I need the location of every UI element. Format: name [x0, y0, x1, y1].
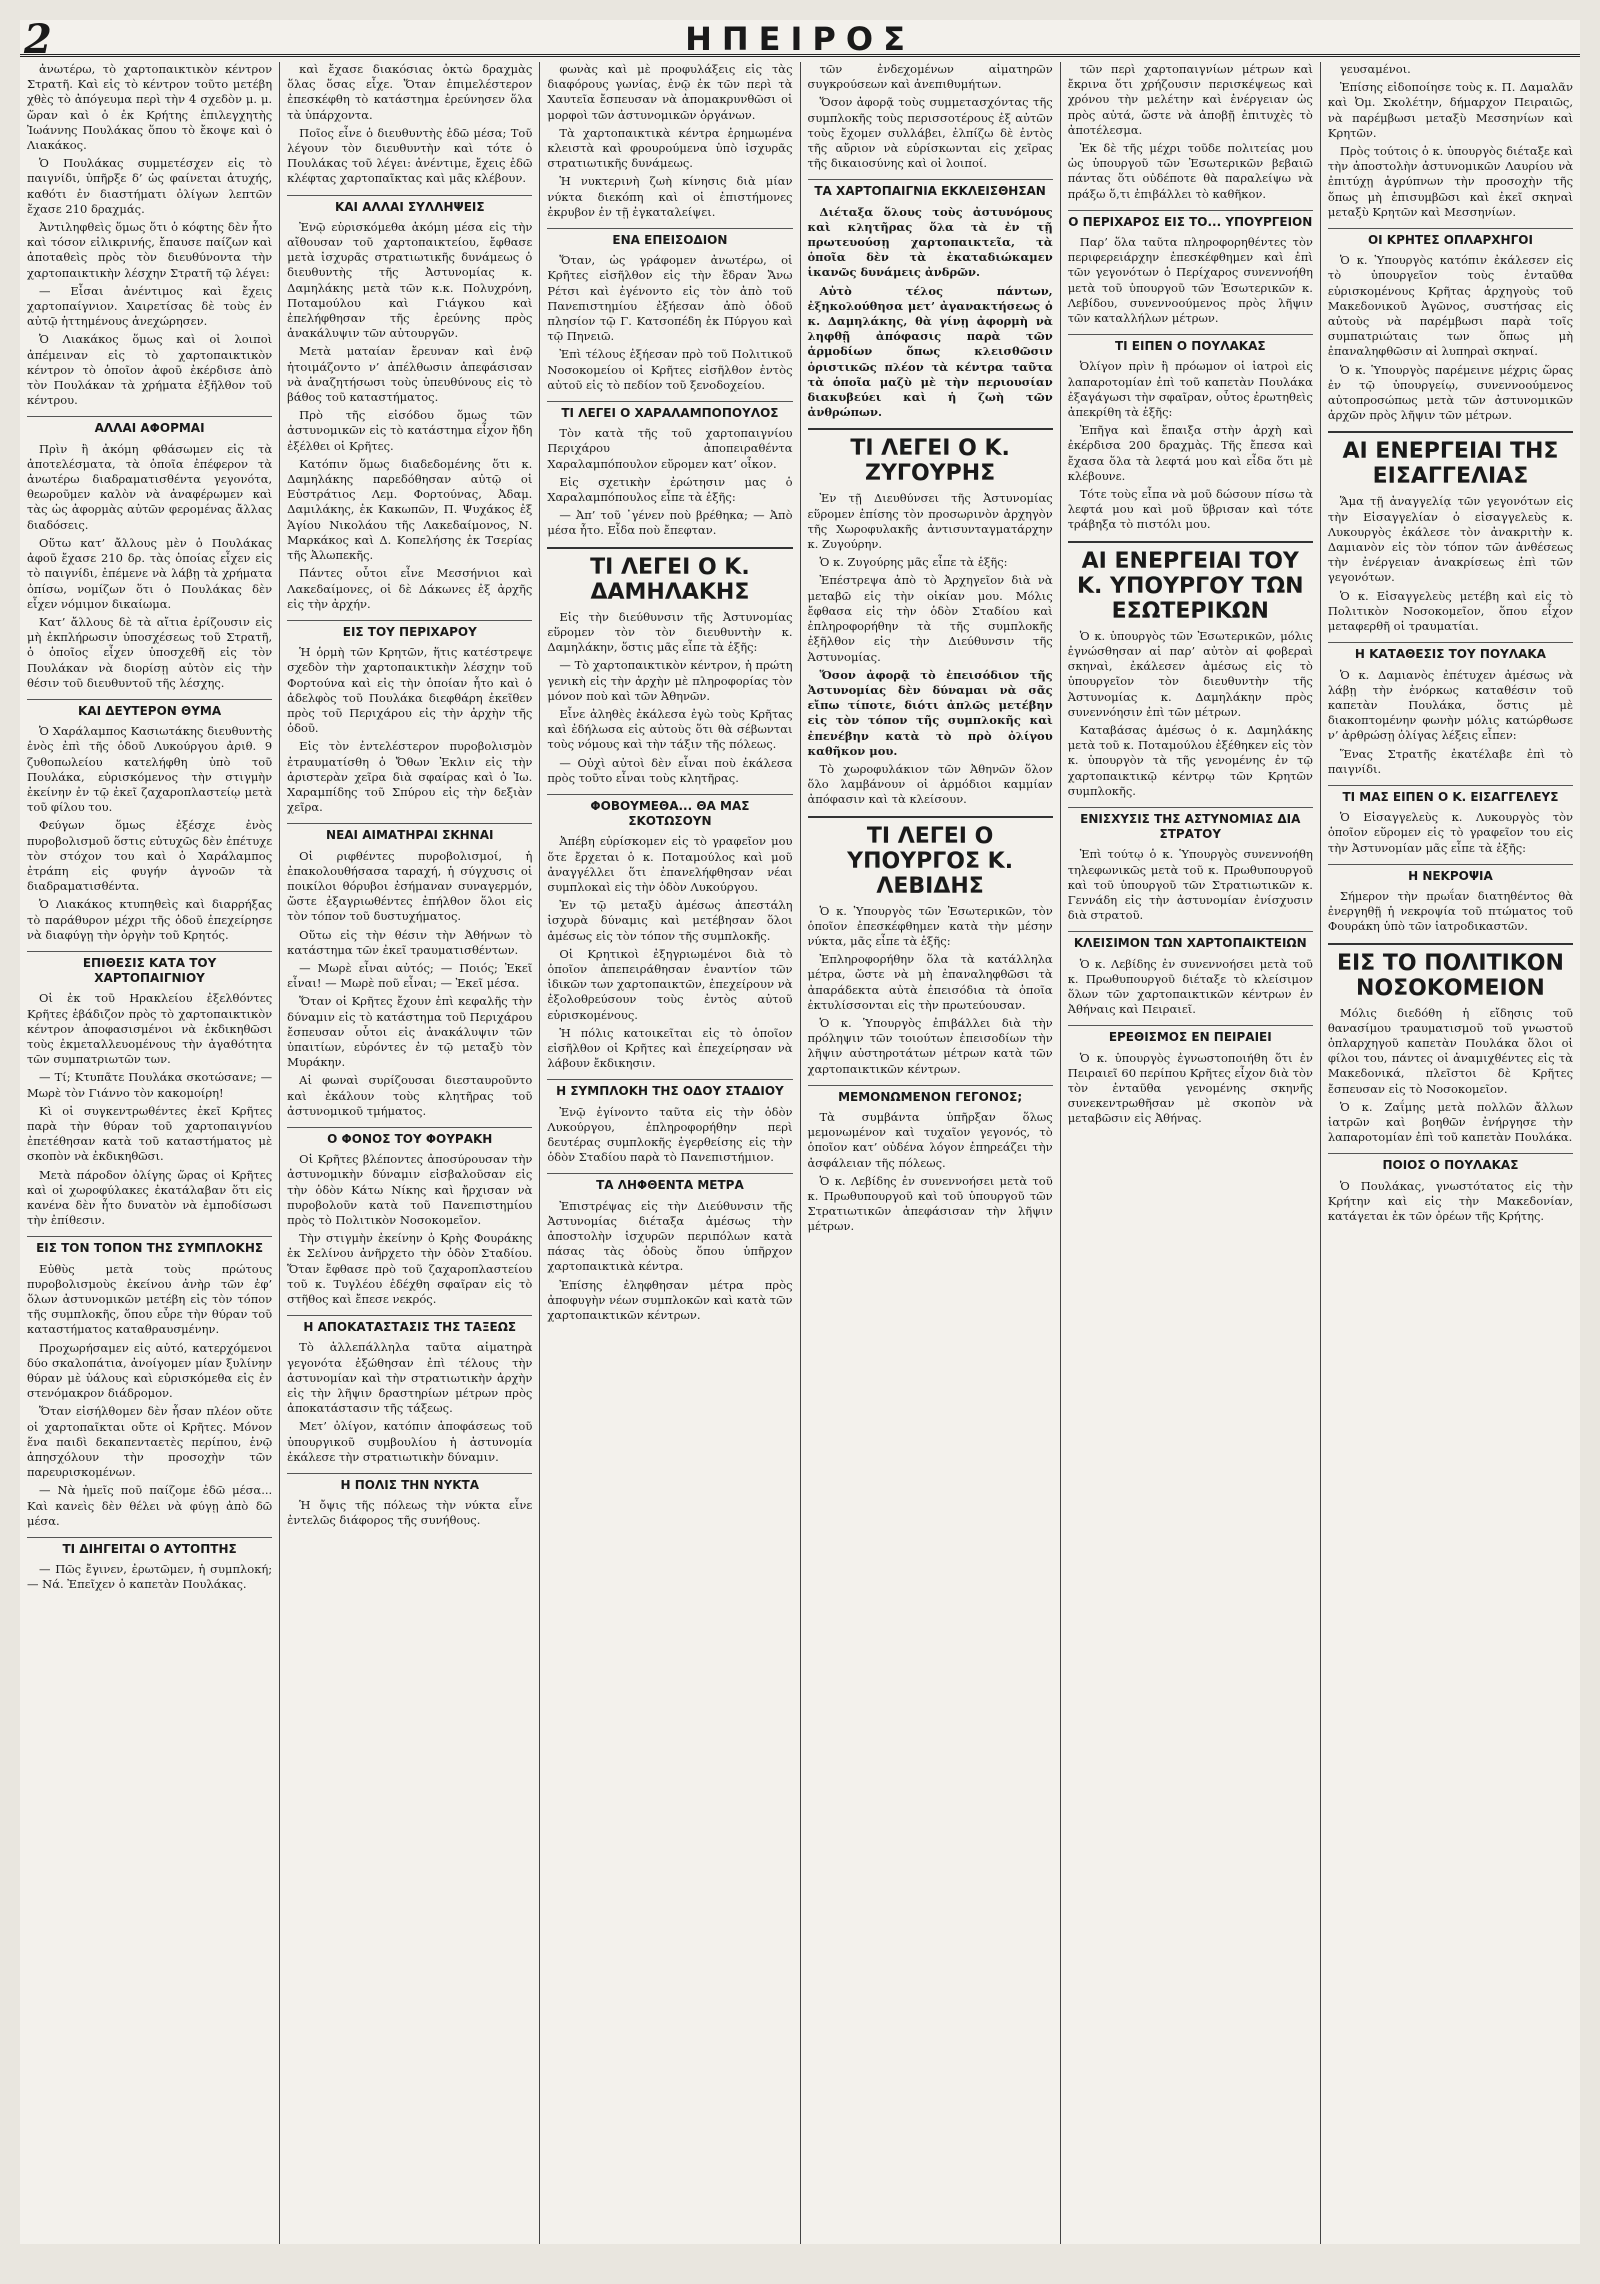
- section-heading: ΑΙ ΕΝΕΡΓΕΙΑΙ ΤΗΣ ΕΙΣΑΓΓΕΛΙΑΣ: [1328, 431, 1573, 489]
- section-heading: Η ΝΕΚΡΟΨΙΑ: [1328, 864, 1573, 884]
- section-heading: ΑΙ ΕΝΕΡΓΕΙΑΙ ΤΟΥ Κ. ΥΠΟΥΡΓΟΥ ΤΩΝ ΕΣΩΤΕΡΙΚΩΝ: [1068, 541, 1313, 624]
- article-paragraph: Ὁ κ. Δαμιανὸς ἐπέτυχεν ἀμέσως νὰ λάβῃ τὴν ἐνόρκως καταθέσιν τοῦ καπετὰν Πουλάκα, ὅστις μὲ διακοπτομένην φωνὴν μόλις κατώρθωσε ν’ ἀρθρώσῃ ὀλίγας λέξεις εἶπεν:: [1327, 667, 1574, 743]
- article-paragraph: Αἱ φωναὶ συρίζουσαι διεσταυροῦντο καὶ ἐκάλουν τοὺς κλητῆρας τοῦ ἀστυνομικοῦ τμήματος.: [287, 1073, 533, 1118]
- article-paragraph: Ὁ Λιακάκος ὅμως καὶ οἱ λοιποὶ ἀπέμειναν εἰς τὸ χαρτοπαικτικὸν κέντρον τὸ ὁποῖον ἀφοῦ ἐκέρδισε ἀπὸ τὸν Πουλάκαν τὰ χρήματα ἐξῆλθον τοῦ κέντρου.: [27, 332, 273, 408]
- section-heading: Η ΚΑΤΑΘΕΣΙΣ ΤΟΥ ΠΟΥΛΑΚΑ: [1328, 642, 1573, 662]
- article-paragraph: Ἕνας Στρατῆς ἐκατέλαβε ἐπὶ τὸ παιγνίδι.: [1327, 746, 1574, 776]
- article-paragraph: Ὅσον ἀφορᾷ τὸ ἐπεισόδιον τῆς Ἀστυνομίας δὲν δύναμαι νὰ σᾶς εἴπω τίποτε, διότι ἀπλῶς μετέβην εἰς τὸν τόπον τῆς συμπλοκῆς καὶ ἐπενέβην κατὰ τὸ πρὸ ὀλίγου καθῆκον μου.: [807, 667, 1053, 758]
- section-heading: ΟΙ ΚΡΗΤΕΣ ΟΠΛΑΡΧΗΓΟΙ: [1328, 228, 1573, 248]
- section-heading: Η ΠΟΛΙΣ ΤΗΝ ΝΥΚΤΑ: [287, 1473, 532, 1493]
- section-heading: ΚΑΙ ΔΕΥΤΕΡΟΝ ΘΥΜΑ: [27, 699, 272, 719]
- article-paragraph: γευσαμένοι.: [1339, 62, 1411, 76]
- article-paragraph: Ἐν τῷ μεταξὺ ἀμέσως ἀπεστάλη ἰσχυρὰ δύναμις καὶ μετέβησαν ὅλοι ἀμέσως εἰς τὸν τόπον τῆς συμπλοκῆς.: [547, 898, 793, 943]
- section-heading: ΤΑ ΧΑΡΤΟΠΑΙΓΝΙΑ ΕΚΚΛΕΙΣΘΗΣΑΝ: [808, 179, 1053, 199]
- article-paragraph: Προχωρήσαμεν εἰς αὐτό, κατερχόμενοι δύο σκαλοπάτια, ἀνοίγομεν μίαν ξυλίνην θύραν μὲ ὑάλους καὶ εὑρισκόμεθα εἰς ἐν στενόμακρον διάδρομον.: [27, 1340, 273, 1401]
- section-heading: ΕΝΑ ΕΠΕΙΣΟΔΙΟΝ: [547, 228, 792, 248]
- article-paragraph: Μετ’ ὀλίγον, κατόπιν ἀποφάσεως τοῦ ὑπουργικοῦ συμβουλίου ἡ ἀστυνομία ἐκάλεσε τὴν στρατιωτικὴν δύναμιν.: [287, 1419, 533, 1464]
- article-paragraph: Αὐτὸ τέλος πάντων, ἐξηκολούθησα μετ’ ἀγανακτήσεως ὁ κ. Δαμηλάκης, θὰ γίνῃ ἀφορμὴ νὰ ληφθῇ ἀπόφασις παρὰ τῶν ἁρμοδίων ὅπως κλεισθῶσιν ὁριστικῶς πλέον τὰ κέντρα ταῦτα τὰ ὁποῖα μαζὺ μὲ τὴν περιουσίαν διακυβεύει καὶ ἡ ζωὴ τῶν ἀνθρώπων.: [807, 283, 1053, 420]
- article-paragraph: Ὀλίγον πρὶν ἢ πρόωμον οἱ ἰατροὶ εἰς λαπαροτομίαν ἐπὶ τοῦ καπετὰν Πουλάκα ἐξαγάγωσι τὴν σφαῖραν, οὗτος ἐρωτηθεὶς ἀπεκρίθη τὰ ἑξῆς:: [1067, 359, 1313, 420]
- page-number: 2: [24, 20, 52, 63]
- section-heading: ΚΛΕΙΣΙΜΟΝ ΤΩΝ ΧΑΡΤΟΠΑΙΚΤΕΙΩΝ: [1068, 931, 1313, 951]
- section-heading: ΤΙ ΕΙΠΕΝ Ο ΠΟΥΛΑΚΑΣ: [1068, 334, 1313, 354]
- article-paragraph: Τὴν στιγμὴν ἐκείνην ὁ Κρὴς Φουράκης ἐκ Σελίνου ἀνῆρχετο τὴν ὁδὸν Σταδίου. Ὅταν ἔφθασε πρὸ τοῦ ζαχαροπλαστείου τοῦ κ. Τυγλέου ἐδέχθη σφαῖραν εἰς τὸ στῆθος καὶ ἔπεσε νεκρός.: [287, 1231, 533, 1307]
- article-paragraph: Ὁ κ. Λεβίδης ἐν συνεννοήσει μετὰ τοῦ κ. Πρωθυπουργοῦ καὶ τοῦ ὑπουργοῦ τῶν Στρατιωτικῶν ἀπεφάσισαν τὴν λῆψιν μέτρων.: [807, 1173, 1053, 1234]
- article-paragraph: Τὸ ἀλλεπάλληλα ταῦτα αἱματηρὰ γεγονότα ἐξώθησαν ἐπὶ τέλους τὴν ἀστυνομίαν καὶ τὴν στρατιωτικὴν ἀρχὴν εἰς τὴν λῆψιν δραστηρίων μέτρων πρὸς ἀποκατάστασιν τῆς τάξεως.: [287, 1340, 533, 1416]
- article-paragraph: Ὁ κ. Ὑπουργὸς κατόπιν ἐκάλεσεν εἰς τὸ ὑπουργεῖον τοὺς ἐνταῦθα εὑρισκομένους Κρῆτας ἀρχηγοὺς τοῦ Μακεδονικοῦ Ἀγῶνος, συστήσας εἰς αὐτοὺς νὰ παρέμβωσι παρὰ τοῖς συμπατριώταις των ὅπως μὴ ἐπαναληφθῶσιν αἱ λυπηραὶ σκηναί.: [1327, 253, 1574, 359]
- article-paragraph: Ἐπίσης ἐληφθησαν μέτρα πρὸς ἀποφυγὴν νέων συμπλοκῶν καὶ κατὰ τῶν χαρτοπαικτικῶν κέντρων.: [547, 1277, 793, 1323]
- article-paragraph: Σήμερον τὴν πρωΐαν διατηθέντος θὰ ἐνεργηθῇ ἡ νεκροψία τοῦ πτώματος τοῦ Φουράκη ὑπὸ τῶν ἰατροδικαστῶν.: [1327, 888, 1574, 934]
- article-paragraph: φωνὰς καὶ μὲ προφυλάξεις εἰς τὰς διαφόρους γωνίας, ἐνῷ ἐκ τῶν περὶ τὰ Χαυτεῖα ἔσπευσαν νὰ ἀπομακρυνθῶσι οἱ μορφοὶ τῶν ἀστυνομικῶν ὀργάνων.: [547, 62, 793, 122]
- section-heading: ΤΙ ΜΑΣ ΕΙΠΕΝ Ο Κ. ΕΙΣΑΓΓΕΛΕΥΣ: [1328, 785, 1573, 805]
- article-paragraph: Ὁ Χαράλαμπος Κασιωτάκης διευθυντὴς ἑνὸς ἐπὶ τῆς ὁδοῦ Λυκούργου ἀριθ. 9 ζυθοπωλείου κατελήφθη ὑπὸ τοῦ Πουλάκα, εὑρισκόμενος τὴν στιγμὴν ἐκείνην ἐν τῷ ἐκεῖ ζαχαροπλαστείῳ μετὰ τοῦ φίλου του.: [27, 724, 273, 815]
- article-paragraph: Καταβάσας ἀμέσως ὁ κ. Δαμηλάκης μετὰ τοῦ κ. Ποταμούλου ἐξέθηκεν εἰς τὸν κ. ὑπουργὸν τὰ τῆς γενομένης ἐν τῷ χαρτοπαικτικῷ κέντρῳ τῶν Κρητῶν συμπλοκῆς.: [1067, 722, 1313, 798]
- article-paragraph: Ὁ κ. Ὑπουργὸς ἐπιβάλλει διὰ τὴν πρόληψιν τῶν τοιούτων ἐπεισοδίων τὴν λῆψιν αὐστηροτάτων μέτρων κατὰ τῶν χαρτοπαικτικῶν κέντρων.: [807, 1015, 1053, 1076]
- article-paragraph: — Ἀπ’ τοῦ ᾽γένεν ποὺ βρέθηκα; — Ἀπὸ μέσα ἦτο. Εἶδα ποὺ ἔπεφταν.: [547, 508, 793, 538]
- column-1: [20, 62, 280, 2244]
- article-paragraph: Ὁ κ. ὑπουργὸς τῶν Ἐσωτερικῶν, μόλις ἐγνώσθησαν αἱ παρ’ αὐτὸν αἱ φοβεραὶ σκηναὶ, ἐκάλεσεν ἀμέσως εἰς τὸ ὑπουργεῖον τὸν διευθυντὴν τῆς Ἀστυνομίας κ. Δαμηλάκην πρὸς συνεννόησιν ἐπὶ τῶν μέτρων.: [1067, 628, 1313, 719]
- article-paragraph: Εἰς σχετικὴν ἐρώτησιν μας ὁ Χαραλαμπόπουλος εἶπε τὰ ἑξῆς:: [547, 474, 793, 505]
- column-5: [1061, 62, 1321, 2244]
- article-paragraph: Εἶνε ἀληθὲς ἐκάλεσα ἐγὼ τοὺς Κρῆτας καὶ ἐδήλωσα εἰς αὐτοὺς ὅτι θὰ σέβωνται τοὺς νόμους καὶ τὴν τάξιν τῆς πόλεως.: [547, 706, 793, 752]
- article-paragraph: Μετὰ ματαίαν ἔρευναν καὶ ἐνῷ ἡτοιμάζοντο ν’ ἀπέλθωσιν ἀπεφάσισαν νὰ ἀναζητήσωσι τοὺς ὑπευθύνους εἰς τὸ βάθος τοῦ καταστήματος.: [287, 344, 533, 405]
- article-paragraph: Ὅταν οἱ Κρῆτες ἔχουν ἐπὶ κεφαλῆς τὴν δύναμιν εἰς τὸ κατάστημα τοῦ Περιχάρου ἔσπευσαν οὗτοι εἰς ἀνακάλυψιν τῶν ὑπαιτίων, εὑρόντες ἐν τῷ μεταξὺ τὸν Μυράκην.: [287, 994, 533, 1070]
- article-paragraph: Κατόπιν ὅμως διαδεδομένης ὅτι κ. Δαμηλάκης παρεδόθησαν αὐτῷ οἱ Εὐστράτιος Λεμ. Φορτούνας, Ἀδαμ. Δαμιλάκης, ἐκ Κακωπῶν, Π. Ψυχάκος ἐξ Ἁγίου Νικολάου τῆς Λακεδαίμονος, Ν. Μαρκάκος καὶ Δ. Κοπελήσης ἐκ Τσερίας τῆς Ἀλωπεκῆς.: [287, 456, 533, 563]
- article-paragraph: — Τί; Κτυπᾶτε Πουλάκα σκοτώσανε; — Μωρὲ τὸν Γιάννο τὸν κακομοίρη!: [27, 1070, 273, 1100]
- article-paragraph: Κὶ οἱ συγκεντρωθέντες ἐκεῖ Κρῆτες παρὰ τὴν θύραν τοῦ χαρτοπαιγνίου ἐπετέθησαν κατὰ τοῦ καταστήματος μὲ σκοπὸν νὰ ἐκδικηθῶσι.: [27, 1103, 273, 1164]
- article-paragraph: Τὸ χωροφυλάκιον τῶν Ἀθηνῶν ὅλον ὅλο λαμβάνουν οἱ ἀρμόδιοι καμμίαν ἀπόφασιν καὶ τὰ κλείσουν.: [807, 761, 1053, 807]
- article-paragraph: Ὅταν, ὡς γράφομεν ἀνωτέρω, οἱ Κρῆτες εἰσῆλθον εἰς τὴν ἔδραν Ἄνω Ρέτσι καὶ ἐγένοντο εἰς τὸν ἀπὸ τοῦ Πανεπιστημίου ἐξήεσαν ἀπὸ ὁδοῦ πλησίον τῷ Γ. Κατσοπέδη ἐκ Πύργου καὶ τῷ Πηνειῶ.: [547, 253, 793, 344]
- article-paragraph: Ἐπῆγα καὶ ἔπαιξα στὴν ἀρχὴ καὶ ἐκέρδισα 200 δραχμὰς. Τῆς ἔπεσα καὶ ἔχασα ὅλα τὰ λεφτά μου καὶ εἶδα ὅτι μὲ κλέβουνε.: [1067, 423, 1313, 483]
- article-paragraph: Ὁ κ. Ὑπουργὸς παρέμεινε μέχρις ὥρας ἐν τῷ ὑπουργείῳ, συνεννοούμενος αὐτοπροσώπως μετὰ τῶν ἀστυνομικῶν ἀρχῶν πρὸς λῆψιν τῶν μέτρων.: [1327, 362, 1574, 423]
- article-paragraph: Ὁ κ. ὑπουργὸς ἐγνωστοποιήθη ὅτι ἐν Πειραιεῖ 60 περίπου Κρῆτες εἶχον διὰ τὸν τὸν ἐνταῦθα γενομένης σκηνῆς συνεκεντρωθῆσαν μὲ σκοπὸν νὰ μεταβῶσιν εἰς Ἀθήνας.: [1067, 1050, 1313, 1126]
- article-paragraph: Τὸν κατὰ τῆς τοῦ χαρτοπαιγνίου Περιχάρου ἀποπειραθέντα Χαραλαμπόπουλον εὕρομεν κατ’ οἶκον.: [547, 426, 793, 471]
- section-heading: ΕΙΣ ΤΟΥ ΠΕΡΙΧΑΡΟΥ: [287, 620, 532, 640]
- article-paragraph: Ἡ νυκτερινὴ ζωὴ κίνησις διὰ μίαν νύκτα διεκόπη καὶ οἱ ἐπιστήμονες ἐκρυβον ἐν τῇ ἐγκαταλείψει.: [547, 174, 793, 219]
- article-paragraph: — Πῶς ἔγινεν, ἐρωτῶμεν, ἡ συμπλοκή; — Νά. Ἐπεῖχεν ὁ καπετὰν Πουλάκας.: [27, 1562, 273, 1592]
- article-paragraph: Φεύγων ὅμως ἐξέσχε ἐνὸς πυροβολισμοῦ ὅστις εὐτυχῶς δὲν ἐπέτυχε τὸν στόχον του καὶ ὁ Χαράλαμπος ἐτράπη εἰς φυγήν ἀγνοῶν τὰ διαδραματισθέντα.: [27, 818, 273, 894]
- article-paragraph: Ἐπὶ τούτῳ ὁ κ. Ὑπουργὸς συνεννοήθη τηλεφωνικῶς μετὰ τοῦ κ. Πρωθυπουργοῦ καὶ τοῦ ὑπουργοῦ τῶν Στρατιωτικῶν κ. Γεννάδη εἰς τὴν ἀστυνομίαν ἐνίσχυσιν διὰ στρατοῦ.: [1067, 847, 1313, 923]
- article-paragraph: Ἡ πόλις κατοικεῖται εἰς τὸ ὁποῖον εἰσῆλθον οἱ Κρῆτες καὶ ἐπεχείρησαν νὰ λάβουν ἔκδικησιν.: [547, 1025, 793, 1071]
- section-heading: ΚΑΙ ΑΛΛΑΙ ΣΥΛΛΗΨΕΙΣ: [287, 195, 532, 215]
- article-paragraph: Ἀπέβη εὑρίσκομεν εἰς τὸ γραφεῖον μου ὅτε ἔρχεται ὁ κ. Ποταμούλος καὶ μοῦ ἀναγγέλλει ὅτι ἐπανελήφθησαν νέαι συμπλοκαὶ εἰς τὴν ὁδὸν Λυκούργου.: [547, 834, 793, 894]
- article-paragraph: Πάντες οὗτοι εἶνε Μεσσήνιοι καὶ Λακεδαίμονες, οἱ δὲ Δάκωνες ἐξ ἀρχῆς εἰς τὴν ἀρχήν.: [287, 566, 533, 611]
- section-heading: ΕΙΣ ΤΟ ΠΟΛΙΤΙΚΟΝ ΝΟΣΟΚΟΜΕΙΟΝ: [1328, 943, 1573, 1001]
- article-paragraph: Μετὰ πάροδον ὀλίγης ὥρας οἱ Κρῆτες καὶ οἱ χωροφύλακες ἐκατάλαβαν ὅτι εἰς κανένα δὲν ἦτο δυνατὸν νὰ ἐμποδίσωσι τὴν ἐπίθεσιν.: [27, 1167, 273, 1228]
- article-paragraph: Οἱ Κρητικοὶ ἐξηγριωμένοι διὰ τὸ ὁποῖον ἀπεπειράθησαν ἐναντίον τῶν ἰδικῶν των χαρτοπαικτῶν, ἐπεχείρουν νὰ ἐξολοθρεύσουν τοὺς ἐντὸς αὐτοῦ εὑρισκομένους.: [547, 946, 793, 1022]
- article-paragraph: καὶ ἔχασε διακόσιας ὀκτὼ δραχμὰς ὅλας ὅσας εἶχε. Ὅταν ἐπιμελέστερον ἐπεσκέφθη τὸ κατάστημα ἐρεύνησεν ὅλα τὰ ὑπάρχοντα.: [287, 62, 533, 122]
- section-heading: ΤΙ ΛΕΓΕΙ Ο Κ. ΖΥΓΟΥΡΗΣ: [808, 428, 1053, 486]
- column-2: [280, 62, 540, 2244]
- article-paragraph: Οἱ ἐκ τοῦ Ηρακλείου ἐξελθόντες Κρῆτες ἐβάδιζον πρὸς τὸ χαρτοπαικτικὸν κέντρον ἀποφασισμένοι νὰ ἐκδικηθῶσι τοὺς ἐκμεταλλευομένους τὴν ἀγαθότητα τῶν συμπατριωτῶν των.: [27, 991, 273, 1067]
- article-paragraph: Οὕτω εἰς τὴν θέσιν τὴν Ἀθήνων τὸ κατάστημα τῶν ἐκεῖ τραυματισθέντων.: [287, 927, 533, 957]
- section-heading: ΕΙΣ ΤΟΝ ΤΟΠΟΝ ΤΗΣ ΣΥΜΠΛΟΚΗΣ: [27, 1236, 272, 1256]
- article-paragraph: Ὁ κ. Λεβίδης ἐν συνεννοήσει μετὰ τοῦ κ. Πρωθυπουργοῦ διέταξε τὸ κλείσιμον ὅλων τῶν χαρτοπαικτικῶν κέντρων ἐν Ἀθήναις καὶ Πειραιεῖ.: [1067, 956, 1313, 1017]
- article-paragraph: — Τὸ χαρτοπαικτικὸν κέντρον, ἡ πρώτη γενικὴ εἰς τὴν ἀρχὴν μὲ πληροφορίας τὸν μόνον ποὺ καὶ τῶν Ἀθηνῶν.: [547, 658, 793, 703]
- article-paragraph: Ἐπίσης εἰδοποίησε τοὺς κ. Π. Δαμαλᾶν καὶ Ὀμ. Σκολέτην, δήμαρχον Πειραιῶς, νὰ παρέμβωσι μεταξὺ Μεσσηνίων καὶ Κρητῶν.: [1327, 80, 1574, 140]
- article-paragraph: Εἰς τὴν διεύθυνσιν τῆς Ἀστυνομίας εὕρομεν τὸν τὸν διευθυντὴν κ. Δαμηλάκην, ὅστις μᾶς εἶπε τὰ ἑξῆς:: [547, 609, 793, 655]
- article-paragraph: Ὁ κ. Ζαΐμης μετὰ πολλῶν ἄλλων ἰατρῶν καὶ βοηθῶν ἐνήργησε τὴν λαπαροτομίαν ἐπὶ τοῦ καπετὰν Πουλάκα.: [1327, 1099, 1574, 1145]
- article-paragraph: Οἱ ριφθέντες πυροβολισμοί, ἡ ἐπακολουθήσασα ταραχή, ἡ σύγχυσις οἱ ποικίλοι θόρυβοι ἐσήμαναν συναγερμόν, ὥστε ἐξαγριωθέντες ἐπήλθον ὅλοι εἰς τὸν τόπον τοῦ δυστυχήματος.: [287, 848, 533, 924]
- article-paragraph: Ἐκ δὲ τῆς μέχρι τοῦδε πολιτείας μου ὡς ὑπουργοῦ τῶν Ἐσωτερικῶν βεβαιῶ πάντας ὅτι οὐδέποτε θὰ παραλείψω νὰ πράξω ὅ,τι ἐπιβάλλει τὸ καθῆκον.: [1067, 141, 1313, 201]
- column-4: [801, 62, 1061, 2244]
- masthead: [20, 20, 1580, 63]
- article-paragraph: Ποῖος εἶνε ὁ διευθυντὴς ἐδῶ μέσα; Τοῦ λέγουν τὸν διευθυντὴν καὶ τότε ὁ Πουλάκας τοῦ λέγει: ἀνέντιμε, ἔχεις ἐδῶ κλέφτας χαρτοπαῖκτας καὶ μᾶς κλέβουν.: [287, 125, 533, 186]
- article-paragraph: Ὁ Εἰσαγγελεὺς κ. Λυκουργὸς τὸν ὁποῖον εὕρομεν εἰς τὸ γραφεῖον του εἰς τὴν Ἀστυνομίαν μᾶς εἶπε τὰ ἑξῆς:: [1327, 810, 1574, 855]
- section-heading: Η ΑΠΟΚΑΤΑΣΤΑΣΙΣ ΤΗΣ ΤΑΞΕΩΣ: [287, 1315, 532, 1335]
- article-paragraph: Ὅσον ἀφορᾷ τοὺς συμμετασχόντας τῆς συμπλοκῆς τοὺς περισσοτέρους ἐξ αὐτῶν τοὺς ἔχομεν συλλάβει, ἐλπίζω δὲ ἐντὸς τῆς αὔριον νὰ εὑρίσκωνται εἰς χεῖρας τῆς δικαιοσύνης καὶ οἱ λοιποί.: [807, 95, 1053, 171]
- article-paragraph: Ὅταν εἰσήλθομεν δὲν ἦσαν πλέον οὔτε οἱ χαρτοπαῖκται οὔτε οἱ Κρῆτες. Μόνον ἕνα παιδὶ δεκαπενταετὲς περίπου, ἐνῷ ἀπησχόλουν τὴν προσοχὴν τῶν παρευρισκομένων.: [27, 1404, 273, 1480]
- section-heading: ΤΙ ΛΕΓΕΙ Ο ΧΑΡΑΛΑΜΠΟΠΟΥΛΟΣ: [547, 401, 792, 421]
- section-heading: ΜΕΜΟΝΩΜΕΝΟΝ ΓΕΓΟΝΟΣ;: [808, 1085, 1053, 1105]
- article-paragraph: Ὁ Πουλάκας συμμετέσχεν εἰς τὸ παιγνίδι, ὑπῆρξε δ’ ὡς φαίνεται ἀτυχής, καθότι ἐν διαστήματι ὀλίγων λεπτῶν ἔχασε 210 δραχμάς.: [27, 156, 273, 216]
- column-6: [1321, 62, 1580, 2244]
- section-heading: ΑΛΛΑΙ ΑΦΟΡΜΑΙ: [27, 416, 272, 436]
- article-paragraph: — Εἶσαι ἀνέντιμος καὶ ἔχεις χαρτοπαίγνιον. Χαιρετίσας δὲ τοὺς ἐν αὐτῷ ἡττημένους ἀνεχώρησεν.: [27, 283, 273, 329]
- section-heading: ΦΟΒΟΥΜΕΘΑ... ΘΑ ΜΑΣ ΣΚΟΤΩΣΟΥΝ: [547, 794, 792, 829]
- article-paragraph: Εἰς τὸν ἐντελέστερον πυροβολισμὸν ἐτραυματίσθη ὁ Ὄθων Ἐκλιν εἰς τὴν ἀριστερὰν χεῖρα διὰ σφαίρας καὶ ὁ Ἰω. Χαραμπίδης τοῦ Σπύρου εἰς τὴν δεξιὰν χεῖρα.: [287, 739, 533, 815]
- newspaper-page: [20, 20, 1580, 2244]
- article-paragraph: Οὕτω κατ’ ἄλλους μὲν ὁ Πουλάκας ἀφοῦ ἔχασε 210 δρ. τὰς ὁποίας εἶχεν εἰς τὸ παιγνίδι, ἐπέμενε νὰ λάβῃ τὰ χρήματα ὀπίσω, νομίζων ὅτι ὁ Πουλάκας δὲν εἶχεν νόμιμον δικαίωμα.: [27, 535, 273, 611]
- article-paragraph: Ἡ ὁρμὴ τῶν Κρητῶν, ἥτις κατέστρεψε σχεδὸν τὴν χαρτοπαικτικὴν λέσχην τοῦ Φορτούνα καὶ εἰς τὴν ὁποίαν ἦτο καὶ ὁ ἀδελφὸς τοῦ Πουλάκα διεφθάρη ἐκεῖθεν πρὸς τοῦ Περιχάρου εἰς τὴν ἀρχὴν τῆς ὁδοῦ.: [287, 645, 533, 736]
- article-paragraph: Ὁ κ. Ὑπουργὸς τῶν Ἐσωτερικῶν, τὸν ὁποῖον ἐπεσκέφθημεν κατὰ τὴν μέσην νύκτα, μᾶς εἶπε τὰ ἑξῆς:: [807, 903, 1053, 948]
- article-paragraph: Ἐπέστρεψα ἀπὸ τὸ Ἀρχηγεῖον διὰ νὰ μεταβῶ εἰς τὴν οἰκίαν μου. Μόλις ἔφθασα εἰς τὴν ὁδὸν Σταδίου καὶ ἐπληροφορήθην τὰ τῆς συμπλοκῆς ἐξῆλθον εἰς τὴν Διεύθυνσιν τῆς Ἀστυνομίας.: [807, 573, 1053, 664]
- newspaper-title: ΗΠΕΙΡΟΣ: [685, 20, 915, 58]
- article-paragraph: Ἅμα τῇ ἀναγγελίᾳ τῶν γεγονότων εἰς τὴν Εἰσαγγελίαν ὁ εἰσαγγελεὺς κ. Λυκουργὸς ἐκάλεσε τὸν ἀνακριτὴν κ. Δαμιανὸν εἰς τὸν τόπον τῶν ἀνθέσεως τὴν ἐνέργειαν ἀνακρίσεως ἐπὶ τῶν γεγονότων.: [1327, 494, 1574, 585]
- article-paragraph: Τὰ συμβάντα ὑπῆρξαν ὅλως μεμονωμένον καὶ τυχαῖον γεγονός, τὸ ὁποῖον κατ’ οὐδένα λόγον ἐπηρεάζει τὴν ἀσφάλειαν τῆς πόλεως.: [807, 1109, 1053, 1170]
- article-paragraph: Ἡ ὄψις τῆς πόλεως τὴν νύκτα εἶνε ἐντελῶς διάφορος τῆς συνήθους.: [287, 1498, 533, 1528]
- article-paragraph: τῶν περὶ χαρτοπαιγνίων μέτρων καὶ ἔκρινα ὅτι χρήζουσιν περισκέψεως καὶ χρόνου τὴν μελέτην καὶ ἐνέργειαν ὡς πρὸς αὐτά, ὥστε νὰ ἀποβῇ ἐπιτυχὲς τὸ ἀποτέλεσμα.: [1067, 62, 1313, 137]
- article-paragraph: Ὁ κ. Εἰσαγγελεὺς μετέβη καὶ εἰς τὸ Πολιτικὸν Νοσοκομεῖον, ὅπου εἶχον μεταφερθῆ οἱ τραυματίαι.: [1327, 588, 1574, 634]
- article-paragraph: Μόλις διεδόθη ἡ εἴδησις τοῦ θανασίμου τραυματισμοῦ τοῦ γνωστοῦ ὁπλαρχηγοῦ καπετὰν Πουλάκα ὅλοι οἱ φίλοι του, πάντες οἱ ἀναμιχθέντες εἰς τὰ Μακεδονικά, πλεῖστοι δὲ Κρῆτες ἔσπευσαν εἰς τὸ Νοσοκομεῖον.: [1327, 1005, 1574, 1096]
- section-heading: Ο ΦΟΝΟΣ ΤΟΥ ΦΟΥΡΑΚΗ: [287, 1127, 532, 1147]
- section-heading: ΤΙ ΛΕΓΕΙ Ο ΥΠΟΥΡΓΟΣ Κ. ΛΕΒΙΔΗΣ: [808, 816, 1053, 899]
- article-paragraph: Πρὶν ἢ ἀκόμη φθάσωμεν εἰς τὰ ἀποτελέσματα, τὰ ὁποῖα ἐπέφερον τὰ ἀνωτέρω διαδραματισθέντα γεγονότα, θεωροῦμεν καλὸν νὰ ἀναφέρωμεν καὶ τὰς ὡς ἀφορμὰς αὐτῶν φερομένας ἄλλας διαδόσεις.: [27, 441, 273, 532]
- article-paragraph: Οἱ Κρῆτες βλέποντες ἀποσύρουσαν τὴν ἀστυνομικὴν δύναμιν εἰσβαλοῦσαν εἰς τὴν ὁδὸν Κάτω Νίκης καὶ ἤρχισαν νὰ πυροβολοῦν κατὰ τοῦ Πανεπιστημίου πρὸς τὸ Πολιτικὸν Νοσοκομεῖον.: [287, 1152, 533, 1228]
- section-heading: ΕΝΙΣΧΥΣΙΣ ΤΗΣ ΑΣΤΥΝΟΜΙΑΣ ΔΙΑ ΣΤΡΑΤΟΥ: [1068, 807, 1313, 842]
- article-paragraph: Πρὸς τούτοις ὁ κ. ὑπουργὸς διέταξε καὶ τὴν ἀποστολὴν ἀστυνομικῶν Λαυρίου νὰ ἐπιτύχῃ ἀγρύπνων τὴν προσοχὴν τῆς ὅπως μὴ ἐπισυμβῶσι καὶ ἐκεῖ σκηναὶ μεταξὺ Κρητῶν καὶ Μεσσηνίων.: [1327, 144, 1574, 219]
- article-paragraph: Πρὸ τῆς εἰσόδου ὅμως τῶν ἀστυνομικῶν εἰς τὸ κατάστημα εἶχον ἤδη ἐξέλθει οἱ Κρῆτες.: [287, 408, 533, 453]
- section-heading: ΤΙ ΛΕΓΕΙ Ο Κ. ΔΑΜΗΛΑΚΗΣ: [547, 547, 792, 605]
- article-paragraph: — Νὰ ἠμεῖς ποῦ παίζομε ἐδῶ μέσα... Καὶ κανεὶς δὲν θέλει νὰ φύγῃ ἀπὸ δῶ μέσα.: [27, 1483, 273, 1528]
- article-paragraph: Ἐνῷ ἐγίνοντο ταῦτα εἰς τὴν ὁδὸν Λυκούργου, ἐπληροφορήθην περὶ δευτέρας συμπλοκῆς ἐγερθείσης εἰς τὴν ὁδὸν Σταδίου παρὰ τὸ Πανεπιστήμιον.: [547, 1104, 793, 1165]
- column-3: [540, 62, 800, 2244]
- section-heading: ΕΠΙΘΕΣΙΣ ΚΑΤΑ ΤΟΥ ΧΑΡΤΟΠΑΙΓΝΙΟΥ: [27, 951, 272, 986]
- article-paragraph: Ἐνῷ εὑρισκόμεθα ἀκόμη μέσα εἰς τὴν αἴθουσαν τοῦ χαρτοπαικτείου, ἔφθασε μετὰ ἰσχυρᾶς στρατιωτικῆς δυνάμεως ὁ διευθυντὴς τῆς Ἀστυνομίας κ. Δαμηλάκης μετὰ τῶν κ.κ. Πολυχρόνη, Ποταμούλου καὶ Γιάγκου καὶ ἐπελήφθησαν τῆς ἐρεύνης πρὸς ἀνακάλυψιν τῶν αὐτουργῶν.: [287, 219, 533, 341]
- article-paragraph: Ὁ Λιακάκος κτυπηθεὶς καὶ διαρρήξας τὸ παράθυρον μέχρι τῆς ὁδοῦ ἐπεχείρησε νὰ διαφύγῃ τὴν ὀργὴν τοῦ Κρητός.: [27, 897, 273, 942]
- section-heading: ΕΡΕΘΙΣΜΟΣ ΕΝ ΠΕΙΡΑΙΕΙ: [1068, 1025, 1313, 1045]
- article-paragraph: Ἐπληροφορήθην ὅλα τὰ κατάλληλα μέτρα, ὥστε νὰ μὴ ἐπαναληφθῶσι τὰ ἀπαράδεκτα αὐτὰ ἐπεισόδια τὰ ὁποῖα ἐκτυλίσσονται εἰς τὴν πρωτεύουσαν.: [807, 952, 1053, 1012]
- article-paragraph: Ἀντιληφθεὶς ὅμως ὅτι ὁ κόφτης δὲν ἦτο καὶ τόσον εἰλικρινής, ἔπαυσε παίζων καὶ ἀποταθεὶς πρὸς τὸν διευθύνοντα τὴν χαρτοπαικτικὴν λέσχην Στρατῆ τῷ λέγει:: [27, 220, 273, 280]
- article-paragraph: Τὰ χαρτοπαικτικὰ κέντρα ἐρημωμένα κλειστὰ καὶ φρουρούμενα ὑπὸ ἰσχυρᾶς στρατιωτικῆς δυνάμεως.: [547, 125, 793, 171]
- article-paragraph: τῶν ἐνδεχομένων αἱματηρῶν συγκρούσεων καὶ ἀνεπιθυμήτων.: [807, 62, 1053, 92]
- section-heading: ΤΙ ΔΙΗΓΕΙΤΑΙ Ο ΑΥΤΟΠΤΗΣ: [27, 1537, 272, 1557]
- article-paragraph: Παρ’ ὅλα ταῦτα πληροφορηθέντες τὸν περιφερειάρχην ἐπεσκέφθημεν καὶ ἐπὶ τῶν γεγονότων ὁ Περίχαρος συνεννοήθη μετὰ τοῦ ὑπουργοῦ τῶν Ἐσωτερικῶν κ. Λεβίδου, συνεννοούμενος πρὸς λῆψιν τῶν καταλλήλων μέτρων.: [1067, 235, 1313, 326]
- article-paragraph: Ἐπὶ τέλους ἐξήεσαν πρὸ τοῦ Πολιτικοῦ Νοσοκομείου οἱ Κρῆτες εἰσῆλθον ἐντὸς αὐτοῦ εἰς τὸ πεδίον τοῦ ξενοδοχείου.: [547, 347, 793, 392]
- article-paragraph: Ὁ Πουλάκας, γνωστότατος εἰς τὴν Κρήτην καὶ εἰς τὴν Μακεδονίαν, κατάγεται ἐκ τῶν ὀρέων τῆς Κρήτης.: [1327, 1178, 1574, 1223]
- section-heading: ΝΕΑΙ ΑΙΜΑΤΗΡΑΙ ΣΚΗΝΑΙ: [287, 823, 532, 843]
- section-heading: Ο ΠΕΡΙΧΑΡΟΣ ΕΙΣ ΤΟ... ΥΠΟΥΡΓΕΙΟΝ: [1068, 210, 1313, 230]
- section-heading: ΠΟΙΟΣ Ο ΠΟΥΛΑΚΑΣ: [1328, 1153, 1573, 1173]
- article-paragraph: ἀνωτέρω, τὸ χαρτοπαικτικὸν κέντρον Στρατῆ. Καὶ εἰς τὸ κέντρον τοῦτο μετέβη χθὲς τὸ ἀπόγευμα περὶ τὴν 4 σχεδὸν μ. μ. ὥραν καὶ ὁ ἐκ Κρήτης ἐπιλεγχητὴς Ἰωάννης Πουλάκας ὅπου τὸ ἔκοψε καὶ ὁ Λιακάκος.: [27, 62, 273, 153]
- article-paragraph: Κατ’ ἄλλους δὲ τὰ αἴτια ἐρίζουσιν εἰς μὴ ἐκπλήρωσιν ὑποσχέσεως τοῦ Στρατῆ, ὁ ὁποῖος εἶχεν ὑποσχεθῆ εἰς τὸν Πουλάκαν νὰ διορίσῃ αὐτὸν εἰς τὴν θέσιν τοῦ διευθυντοῦ τῆς λέσχης.: [27, 614, 273, 690]
- article-paragraph: Ὁ κ. Ζυγούρης μᾶς εἶπε τὰ ἑξῆς:: [819, 555, 1008, 570]
- article-paragraph: — Μωρὲ εἶναι αὐτός; — Ποιός; Ἐκεῖ εἶναι! — Μωρὲ ποῦ εἶναι; — Ἐκεῖ μέσα.: [287, 960, 533, 991]
- article-paragraph: Διέταξα ὅλους τοὺς ἀστυνόμους καὶ κλητῆρας ὅλα τὰ ἐν τῇ πρωτευούσῃ χαρτοπαικτεῖα, τὰ ὁποῖα δὲν τὰ ἐκαταδιώκαμεν ἱκανῶς δυνάμεις ἀνδρῶν.: [807, 204, 1053, 280]
- article-paragraph: Τότε τοὺς εἶπα νὰ μοῦ δώσουν πίσω τὰ λεφτά μου καὶ μοῦ ὕβρισαν καὶ τότε τράβηξα τὸ πιστόλι μου.: [1067, 487, 1313, 532]
- article-paragraph: Ἐν τῇ Διευθύνσει τῆς Ἀστυνομίας εὕρομεν ἐπίσης τὸν προσωρινὸν ἀρχηγὸν τῆς Χωροφυλακῆς ἀντισυνταγματάρχην κ. Ζυγούρην.: [807, 491, 1053, 552]
- article-paragraph: — Οὐχὶ αὐτοὶ δὲν εἶναι ποὺ ἐκάλεσα πρὸς τοῦτο εἶναι τοὺς κλητῆρας.: [547, 755, 793, 785]
- section-heading: ΤΑ ΛΗΦΘΕΝΤΑ ΜΕΤΡΑ: [547, 1173, 792, 1193]
- section-heading: Η ΣΥΜΠΛΟΚΗ ΤΗΣ ΟΔΟΥ ΣΤΑΔΙΟΥ: [547, 1079, 792, 1099]
- article-paragraph: Ἐπιστρέψας εἰς τὴν Διεύθυνσιν τῆς Ἀστυνομίας διέταξα ἀμέσως τὴν ἀποστολὴν ἰσχυρῶν περιπόλων κατὰ πάσας τὰς ὁδοὺς ὅπου ὑπῆρχον χαρτοπαικτικὰ κέντρα.: [547, 1198, 793, 1274]
- article-paragraph: Εὐθὺς μετὰ τοὺς πρώτους πυροβολισμοὺς ἐκείνου ἀνὴρ τῶν ἐφ’ ὅλων ἀστυνομικῶν μετέβη εἰς τὸν τόπον τῆς συμπλοκῆς, ὅπου εὗρε τὴν θύραν τοῦ καταστήματος καταθραυσμένην.: [27, 1261, 273, 1337]
- article-columns: [20, 62, 1580, 2244]
